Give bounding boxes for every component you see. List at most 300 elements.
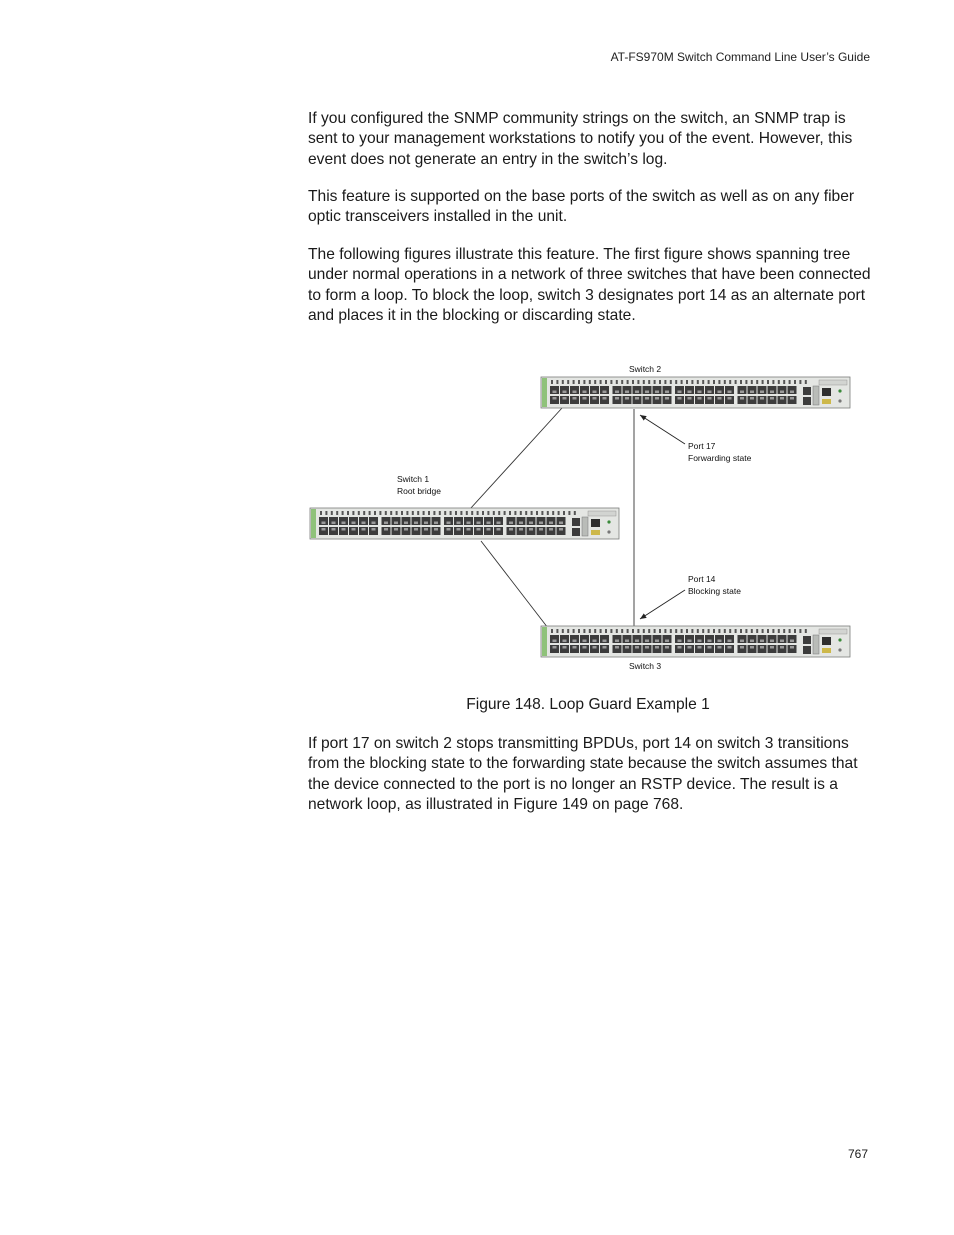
port-socket — [362, 522, 366, 525]
port-led — [659, 380, 661, 384]
port-led — [551, 380, 553, 384]
paragraph-supported-ports: This feature is supported on the base ports of the switch as well as on any fiber optic transceivers installed in the unit. — [308, 188, 855, 226]
port-led — [594, 380, 596, 384]
port-socket — [708, 391, 712, 394]
port-socket — [424, 528, 428, 531]
port-socket — [750, 397, 754, 400]
port-led — [600, 629, 602, 633]
port-led — [385, 511, 387, 515]
port-led — [396, 511, 398, 515]
port-led — [675, 629, 677, 633]
port-socket — [688, 397, 692, 400]
port-led — [417, 511, 419, 515]
port-led — [632, 629, 634, 633]
brand-plate — [819, 380, 847, 385]
port-socket — [698, 646, 702, 649]
port14-arrow — [640, 590, 685, 619]
link-switch1-switch2 — [470, 408, 562, 509]
paragraph-snmp-trap: If you configured the SNMP community strings on the switch, an SNMP trap is sent to your management workstations to notify you of the event. However, this event does not generate an entry in the switch’s log. — [308, 110, 853, 168]
port-led — [772, 629, 774, 633]
port-socket — [322, 522, 326, 525]
port-led — [589, 380, 591, 384]
port-socket — [593, 397, 597, 400]
port-led — [670, 629, 672, 633]
port-led — [460, 511, 462, 515]
status-led — [607, 520, 610, 523]
port-socket — [770, 640, 774, 643]
port-led — [616, 629, 618, 633]
port-led — [745, 380, 747, 384]
port-socket — [394, 522, 398, 525]
uplink-port — [803, 636, 811, 644]
port-led — [691, 629, 693, 633]
port-led — [686, 380, 688, 384]
port-socket — [553, 646, 557, 649]
console-port — [822, 637, 831, 645]
port-led — [654, 380, 656, 384]
port-led — [702, 629, 704, 633]
console-port — [822, 388, 831, 396]
port-led — [401, 511, 403, 515]
switch-side-strip — [542, 627, 547, 656]
port-led — [762, 380, 764, 384]
port-socket — [678, 640, 682, 643]
port-led — [568, 511, 570, 515]
port-socket — [698, 640, 702, 643]
port-17-label-line2: Forwarding state — [688, 453, 752, 463]
port-socket — [750, 640, 754, 643]
port-led — [352, 511, 354, 515]
sfp-slot — [813, 635, 819, 654]
port-socket — [519, 522, 523, 525]
port-socket — [603, 646, 607, 649]
port-socket — [760, 391, 764, 394]
port-led — [670, 380, 672, 384]
port-led — [455, 511, 457, 515]
port-led — [735, 629, 737, 633]
port-socket — [760, 640, 764, 643]
switch-3-device — [541, 626, 850, 657]
status-led — [838, 389, 841, 392]
port-socket — [645, 640, 649, 643]
switch-side-strip — [542, 378, 547, 407]
paragraph-port17-bpdu: If port 17 on switch 2 stops transmitting BPDUs, port 14 on switch 3 transitions from the blocking state to the forwarding state because the switch assumes that the device connected to the port is no longer an RSTP device. The result is a network loop, as illustrated in Figure 149 on page 768. — [308, 735, 858, 814]
port-led — [637, 629, 639, 633]
uplink-port — [803, 397, 811, 405]
port-led — [794, 629, 796, 633]
port-socket — [573, 640, 577, 643]
port-socket — [497, 522, 501, 525]
port-socket — [573, 391, 577, 394]
port-led — [772, 380, 774, 384]
port-led — [713, 380, 715, 384]
port-led — [745, 629, 747, 633]
port-socket — [780, 646, 784, 649]
port-socket — [790, 391, 794, 394]
port-led — [718, 380, 720, 384]
port-socket — [760, 397, 764, 400]
port-socket — [322, 528, 326, 531]
port-led — [347, 511, 349, 515]
port-socket — [678, 391, 682, 394]
port-led — [627, 380, 629, 384]
port-socket — [583, 397, 587, 400]
port-socket — [414, 522, 418, 525]
loop-guard-figure — [300, 356, 860, 681]
port-socket — [645, 391, 649, 394]
port-socket — [603, 397, 607, 400]
port-socket — [678, 646, 682, 649]
port-led — [756, 380, 758, 384]
port-led — [563, 511, 565, 515]
port-socket — [487, 528, 491, 531]
port-led — [610, 380, 612, 384]
port-socket — [384, 522, 388, 525]
port-led — [702, 380, 704, 384]
port-socket — [635, 640, 639, 643]
port-led — [504, 511, 506, 515]
port-led — [573, 380, 575, 384]
status-led — [838, 648, 841, 651]
port-socket — [509, 528, 513, 531]
port-led — [616, 380, 618, 384]
port-socket — [760, 646, 764, 649]
port-socket — [740, 391, 744, 394]
port-socket — [665, 640, 669, 643]
port-socket — [352, 522, 356, 525]
port-socket — [698, 397, 702, 400]
port-socket — [414, 528, 418, 531]
port-socket — [477, 528, 481, 531]
port-socket — [573, 397, 577, 400]
port-socket — [750, 391, 754, 394]
port-socket — [780, 397, 784, 400]
port-led — [562, 629, 564, 633]
port-socket — [553, 640, 557, 643]
port-socket — [790, 397, 794, 400]
port-socket — [447, 528, 451, 531]
port-socket — [728, 646, 732, 649]
port-socket — [434, 522, 438, 525]
port-socket — [615, 646, 619, 649]
switch-1-label-line2: Root bridge — [397, 486, 441, 496]
port-led — [805, 380, 807, 384]
port-socket — [342, 528, 346, 531]
port-socket — [625, 391, 629, 394]
port-17-label-line1: Port 17 — [688, 441, 716, 451]
running-header: AT-FS970M Switch Command Line User’s Guide — [610, 50, 870, 64]
link-switch1-switch3 — [481, 541, 548, 628]
port-led — [493, 511, 495, 515]
sfp-slot — [813, 386, 819, 405]
paragraph-figure-intro: The following figures illustrate this feature. The first figure shows spanning tree under normal operations in a network of three switches that have been connected to form a loop. To block the loop, switch 3 designates port 14 as an alternate port and places it in the blocking or discarding state. — [308, 246, 871, 325]
port-led — [466, 511, 468, 515]
uplink-port — [572, 518, 580, 526]
page-number: 767 — [847, 1147, 868, 1161]
port-socket — [688, 640, 692, 643]
port-socket — [655, 646, 659, 649]
port-led — [778, 629, 780, 633]
port-led — [574, 511, 576, 515]
port-socket — [770, 391, 774, 394]
port-led — [751, 629, 753, 633]
port-socket — [615, 391, 619, 394]
port-socket — [678, 397, 682, 400]
port-socket — [372, 528, 376, 531]
port-led — [578, 629, 580, 633]
port-socket — [635, 397, 639, 400]
port-led — [783, 629, 785, 633]
port-socket — [519, 528, 523, 531]
port-led — [406, 511, 408, 515]
port-socket — [372, 522, 376, 525]
port-socket — [740, 640, 744, 643]
port-led — [740, 380, 742, 384]
port-led — [583, 380, 585, 384]
port-socket — [563, 640, 567, 643]
port-socket — [635, 646, 639, 649]
port-led — [691, 380, 693, 384]
port-socket — [332, 528, 336, 531]
port-socket — [583, 391, 587, 394]
port-led — [589, 629, 591, 633]
port-socket — [688, 391, 692, 394]
port-socket — [447, 522, 451, 525]
port-led — [363, 511, 365, 515]
port-socket — [563, 391, 567, 394]
port-led — [444, 511, 446, 515]
brand-plate — [819, 629, 847, 634]
port-socket — [635, 391, 639, 394]
port-led — [643, 629, 645, 633]
port-led — [735, 380, 737, 384]
port-socket — [728, 397, 732, 400]
port-socket — [509, 522, 513, 525]
port-led — [729, 380, 731, 384]
port-socket — [384, 528, 388, 531]
port-led — [487, 511, 489, 515]
port-led — [762, 629, 764, 633]
port-led — [789, 380, 791, 384]
uplink-port — [803, 646, 811, 654]
port-led — [648, 380, 650, 384]
port-socket — [593, 640, 597, 643]
port-socket — [603, 640, 607, 643]
port-led — [708, 380, 710, 384]
switch-side-strip — [311, 509, 316, 538]
port-led — [632, 380, 634, 384]
network-diagram — [300, 356, 860, 681]
port-led — [556, 380, 558, 384]
port-socket — [424, 522, 428, 525]
port-led — [567, 380, 569, 384]
port-led — [450, 511, 452, 515]
port-led — [498, 511, 500, 515]
port-socket — [573, 646, 577, 649]
port-led — [799, 380, 801, 384]
port-led — [600, 380, 602, 384]
port-socket — [645, 646, 649, 649]
port-led — [675, 380, 677, 384]
port-socket — [593, 646, 597, 649]
port-socket — [655, 397, 659, 400]
port-led — [562, 380, 564, 384]
port-socket — [603, 391, 607, 394]
port-socket — [665, 646, 669, 649]
port-led — [379, 511, 381, 515]
switch-2-label: Switch 2 — [629, 364, 662, 374]
port-led — [756, 629, 758, 633]
status-label — [591, 530, 600, 535]
port-led — [578, 380, 580, 384]
port-socket — [625, 640, 629, 643]
port-socket — [583, 646, 587, 649]
port-led — [471, 511, 473, 515]
port-socket — [708, 397, 712, 400]
port-socket — [539, 522, 543, 525]
switch-3-label: Switch 3 — [629, 661, 662, 671]
status-label — [822, 399, 831, 404]
port-socket — [404, 522, 408, 525]
port-led — [531, 511, 533, 515]
port-led — [654, 629, 656, 633]
port-socket — [593, 391, 597, 394]
port-led — [751, 380, 753, 384]
port-socket — [728, 391, 732, 394]
port-led — [567, 629, 569, 633]
status-led — [607, 530, 610, 533]
port-led — [320, 511, 322, 515]
port-socket — [615, 640, 619, 643]
port-led — [514, 511, 516, 515]
switch-1-device — [310, 508, 619, 539]
port-led — [686, 629, 688, 633]
port-led — [358, 511, 360, 515]
port-socket — [553, 391, 557, 394]
port-led — [336, 511, 338, 515]
port-led — [621, 380, 623, 384]
console-port — [591, 519, 600, 527]
port-led — [605, 380, 607, 384]
port-socket — [665, 391, 669, 394]
port-led — [390, 511, 392, 515]
switch-1-label-line1: Switch 1 — [397, 474, 430, 484]
port-led — [573, 629, 575, 633]
port-led — [536, 511, 538, 515]
port-socket — [750, 646, 754, 649]
port-14-label-line1: Port 14 — [688, 574, 716, 584]
port-led — [783, 380, 785, 384]
port-socket — [718, 646, 722, 649]
port-led — [778, 380, 780, 384]
status-led — [838, 638, 841, 641]
port-socket — [665, 397, 669, 400]
port-led — [740, 629, 742, 633]
port-socket — [728, 640, 732, 643]
port-led — [374, 511, 376, 515]
port-socket — [434, 528, 438, 531]
port-led — [805, 629, 807, 633]
port-socket — [655, 391, 659, 394]
port-socket — [698, 391, 702, 394]
port-led — [681, 629, 683, 633]
port-led — [789, 629, 791, 633]
figure-caption: Figure 148. Loop Guard Example 1 — [466, 696, 710, 713]
port-led — [525, 511, 527, 515]
port-socket — [352, 528, 356, 531]
port-led — [610, 629, 612, 633]
status-label — [822, 648, 831, 653]
port-led — [551, 629, 553, 633]
port-socket — [625, 646, 629, 649]
port-led — [605, 629, 607, 633]
port-socket — [780, 640, 784, 643]
port-socket — [549, 522, 553, 525]
port-led — [697, 629, 699, 633]
port-socket — [583, 640, 587, 643]
port-socket — [457, 528, 461, 531]
port-led — [724, 380, 726, 384]
port-led — [509, 511, 511, 515]
port-led — [556, 629, 558, 633]
port-led — [799, 629, 801, 633]
port-socket — [708, 640, 712, 643]
port-socket — [718, 397, 722, 400]
port-socket — [625, 397, 629, 400]
port-socket — [790, 646, 794, 649]
port-socket — [790, 640, 794, 643]
port-socket — [770, 397, 774, 400]
port-socket — [563, 397, 567, 400]
port-led — [369, 511, 371, 515]
port-led — [659, 629, 661, 633]
port-led — [482, 511, 484, 515]
port-led — [558, 511, 560, 515]
port-socket — [655, 640, 659, 643]
brand-plate — [588, 511, 616, 516]
port-socket — [740, 397, 744, 400]
port-socket — [394, 528, 398, 531]
port-socket — [563, 646, 567, 649]
port-led — [342, 511, 344, 515]
port-socket — [688, 646, 692, 649]
uplink-port — [803, 387, 811, 395]
port-led — [477, 511, 479, 515]
port-led — [433, 511, 435, 515]
port-led — [594, 629, 596, 633]
port-socket — [539, 528, 543, 531]
port-led — [412, 511, 414, 515]
port-led — [547, 511, 549, 515]
port-socket — [780, 391, 784, 394]
port-led — [681, 380, 683, 384]
port-led — [713, 629, 715, 633]
port-socket — [645, 397, 649, 400]
port-socket — [362, 528, 366, 531]
port-led — [724, 629, 726, 633]
switch-2-device — [541, 377, 850, 408]
port-led — [643, 380, 645, 384]
port-socket — [553, 397, 557, 400]
port-led — [718, 629, 720, 633]
port-socket — [708, 646, 712, 649]
port-socket — [559, 528, 563, 531]
port-socket — [342, 522, 346, 525]
port17-arrow — [640, 415, 685, 444]
port-led — [637, 380, 639, 384]
port-led — [697, 380, 699, 384]
port-led — [428, 511, 430, 515]
